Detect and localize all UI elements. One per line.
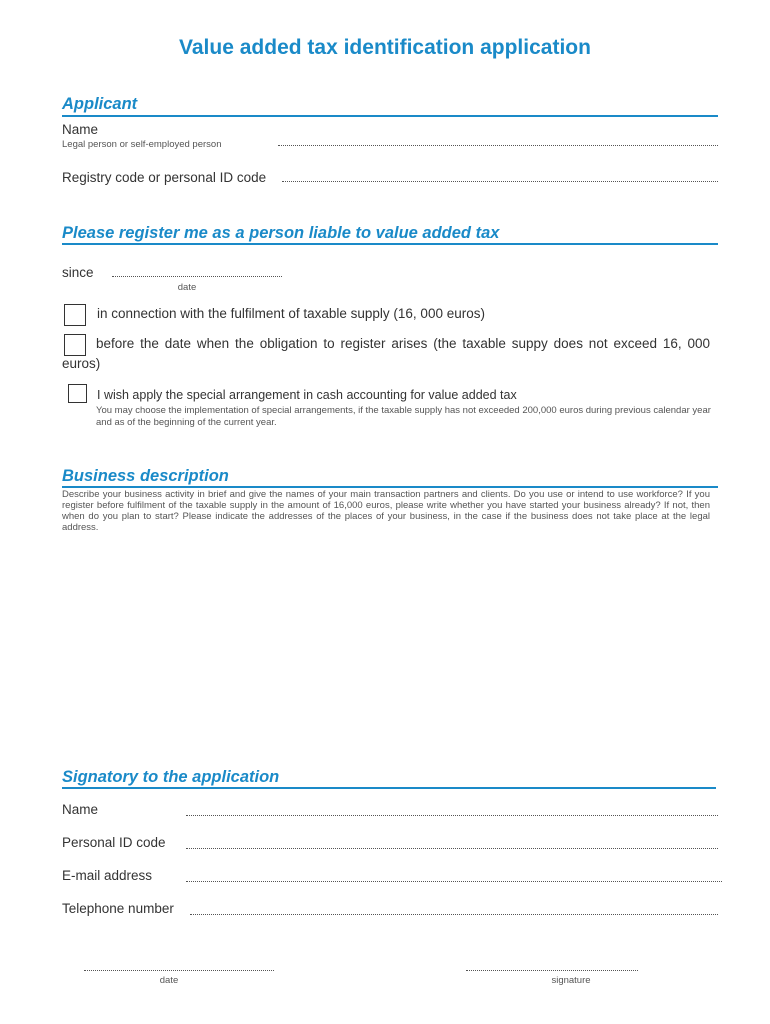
before-obligation-option-text: before the date when the obligation to register arises (the taxable suppy does not exceed 16, 000 euros) xyxy=(62,336,710,371)
applicant-rule xyxy=(62,115,718,117)
since-label: since xyxy=(62,265,94,280)
business-description-area[interactable] xyxy=(62,540,718,760)
register-rule xyxy=(62,243,718,245)
business-heading: Business description xyxy=(62,467,229,485)
telephone-label: Telephone number xyxy=(62,901,174,916)
signature-field[interactable] xyxy=(466,970,638,971)
taxable-supply-option-text: in connection with the fulfilment of taxable supply (16, 000 euros) xyxy=(97,306,485,321)
signatory-name-field[interactable] xyxy=(186,815,718,816)
business-rule xyxy=(62,486,718,488)
signature-caption: signature xyxy=(551,975,591,986)
page-title: Value added tax identification application xyxy=(179,36,591,59)
signature-date-field[interactable] xyxy=(84,970,274,971)
applicant-name-label: Name xyxy=(62,122,99,137)
applicant-heading: Applicant xyxy=(62,95,138,113)
register-heading: Please register me as a person liable to value added tax xyxy=(62,224,500,242)
business-instructions: Describe your business activity in brief and give the names of your main transaction partners and clients. Do you use or intend to use workforce? If you register before fulfilment of the taxable supply in the amount of 16,000 euros, please write whether you have started your business already? If not, then when do you plan to start? Please indicate the addresses of the places of your business, in the case if the business does not take place at the legal address. xyxy=(62,489,710,533)
signatory-rule xyxy=(62,787,716,789)
since-date-caption: date xyxy=(177,282,197,293)
cash-accounting-note: You may choose the implementation of special arrangements, if the taxable supply has not exceeded 200,000 euros during previous calendar year and as of the beginning of the current year. xyxy=(96,405,711,428)
applicant-name-sublabel: Legal person or self-employed person xyxy=(62,139,222,150)
personal-id-field[interactable] xyxy=(186,848,718,849)
since-date-field[interactable] xyxy=(112,276,282,277)
cash-accounting-option-text: I wish apply the special arrangement in cash accounting for value added tax xyxy=(97,388,517,402)
signatory-name-label: Name xyxy=(62,802,99,817)
applicant-name-field[interactable] xyxy=(278,145,718,146)
cash-accounting-checkbox[interactable] xyxy=(68,384,87,403)
personal-id-label: Personal ID code xyxy=(62,835,166,850)
taxable-supply-checkbox[interactable] xyxy=(64,304,86,326)
email-field[interactable] xyxy=(186,881,722,882)
telephone-field[interactable] xyxy=(190,914,718,915)
registry-code-label: Registry code or personal ID code xyxy=(62,170,267,185)
email-label: E-mail address xyxy=(62,868,153,883)
registry-code-field[interactable] xyxy=(282,181,718,182)
signatory-heading: Signatory to the application xyxy=(62,768,280,786)
signature-date-caption: date xyxy=(159,975,179,986)
